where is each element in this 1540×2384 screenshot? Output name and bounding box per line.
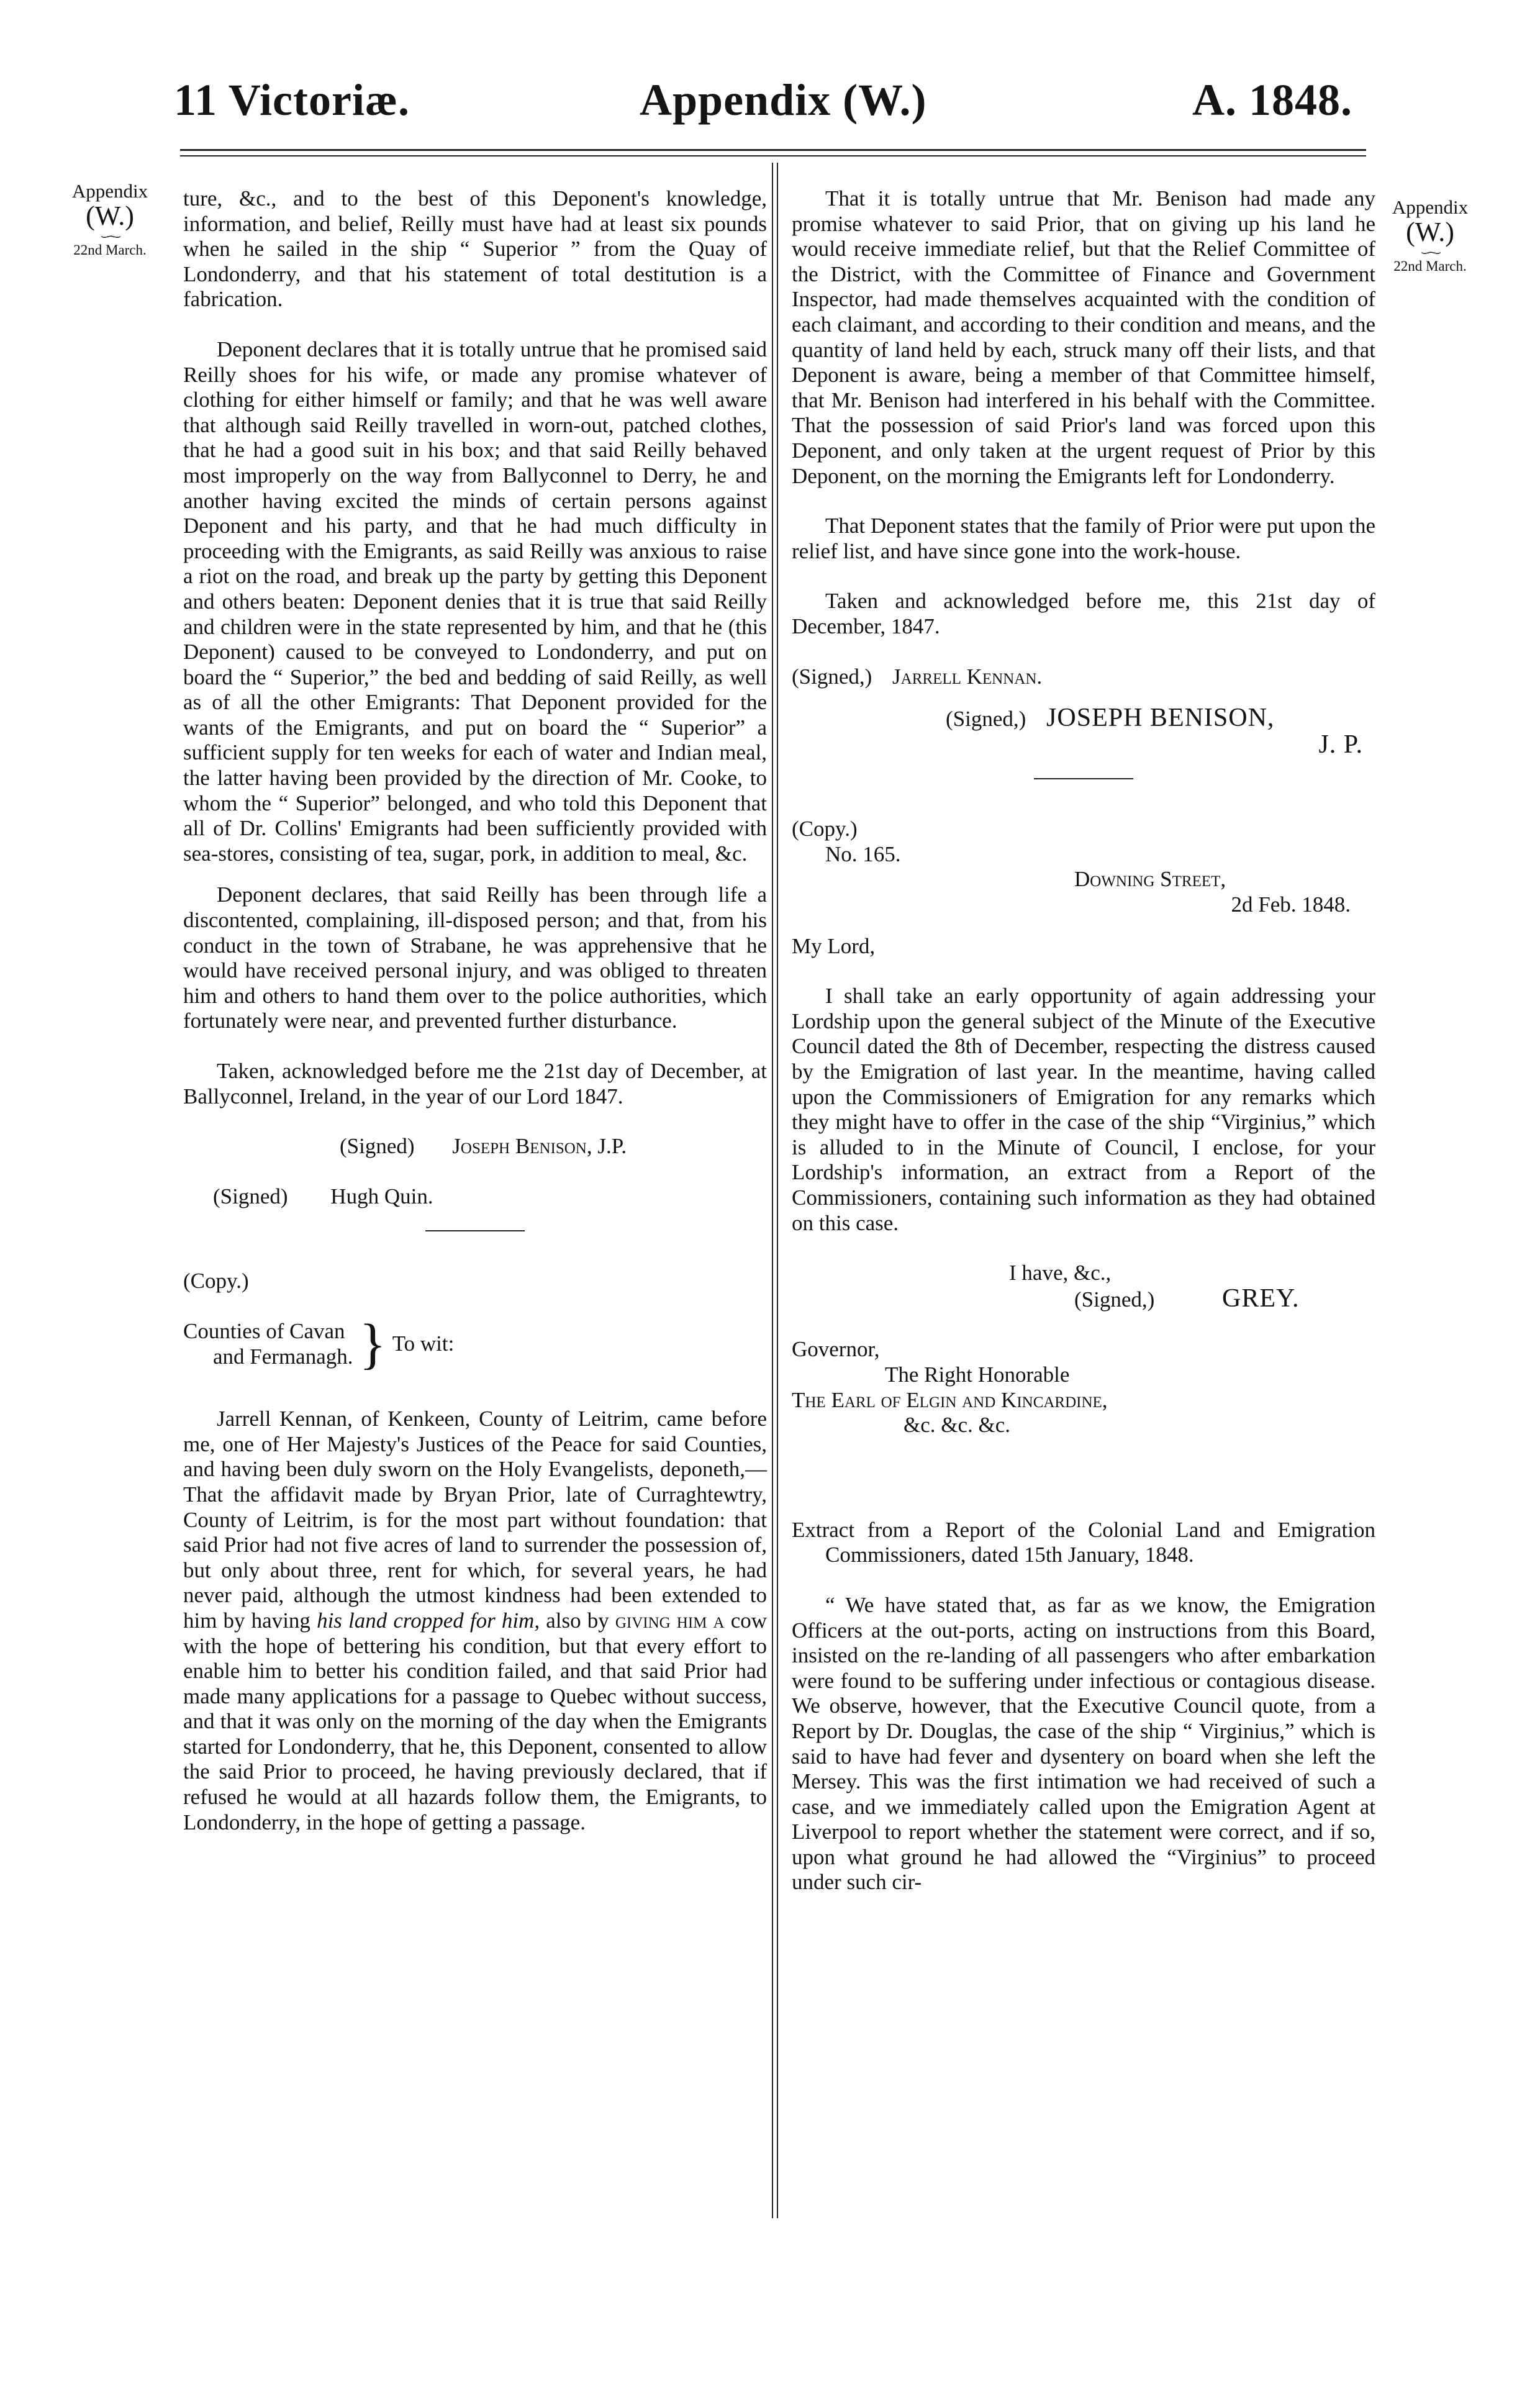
despatch-address: Downing Street, xyxy=(1074,867,1226,892)
text-run: also by xyxy=(546,1608,609,1633)
column-divider xyxy=(777,163,778,2218)
margin-note-left xyxy=(45,180,175,258)
despatch-date: 2d Feb. 1848. xyxy=(1231,892,1351,917)
italic-run: his land cropped for him, xyxy=(317,1608,540,1633)
signed-label: (Signed) xyxy=(213,1184,288,1208)
header-rule-bottom xyxy=(180,155,1366,156)
paragraph: Taken, acknowledged before me the 21st day of December, at Ballyconnel, Ireland, in the year of our Lord 1847. xyxy=(183,1059,767,1108)
copy-label: (Copy.) xyxy=(792,817,858,841)
paragraph-extract: “ We have stated that, as far as we know, the Emigration Officers at the out-ports, acting on instructions from this Board, insisted on the re-landing of all passengers who after embarkation were found to be suffering under infectious or contagious disease. We observe, however, that the Executive Council quote, from a Report by Dr. Douglas, the case of the ship “ Virginius,” which is said to have had fever and dysentery on board when she left the Mersey. This was the first intimation we had received of such a case, and we immediately called upon the Emigration Agent at Liverpool to report whether the statement were correct, and if so, upon what ground he had allowed the “Virginius” to proceed under such cir- xyxy=(792,1592,1375,1895)
page-header xyxy=(0,75,1540,143)
paragraph: That it is totally untrue that Mr. Benison had made any promise whatever to said Prior, that on giving up his land he would receive immediate relief, but that the Relief Committee of the District, with the Committee of Finance and Government Inspector, had made themselves acquainted with the condition of each claimant, and according to their condition and means, and the quantity of land held by each, struck many off their lists, and that Deponent is aware, being a member of that Committee himself, that Mr. Benison had interfered in his behalf with the Committee. That the possession of said Prior's land was forced upon this Deponent, and only taken at the urgent request of Prior by this Deponent, on the morning the Emigrants left for Londonderry. xyxy=(792,186,1375,488)
margin-note-right xyxy=(1365,196,1495,274)
copy-label: (Copy.) xyxy=(183,1269,249,1294)
section-rule xyxy=(425,1230,525,1231)
signer-name: Hugh Quin. xyxy=(330,1184,433,1208)
signer-name: Jarrell Kennan. xyxy=(892,664,1043,689)
paragraph-letter-body: I shall take an early opportunity of again addressing your Lordship upon the general subject of the Minute of the Executive Council dated the 8th of December, respecting the distress caused by the Emigration of last year. In the meantime, having called upon the Commissioners of Emigration for any remarks which they might have to offer in the case of the ship “Virginius,” which is alluded to in the Minute of Council, I enclose, for your Lordship's information, an extract from a Report of the Commissioners, containing such information as they had obtained on this case. xyxy=(792,984,1375,1235)
signature-benison xyxy=(183,1134,767,1159)
paragraph-kennan-affidavit xyxy=(183,1407,767,1835)
margin-appendix-letter: (W.) xyxy=(1406,217,1454,247)
margin-appendix-label: Appendix xyxy=(71,180,148,202)
section-rule xyxy=(1034,778,1133,779)
margin-brace: ⌣⌢⌣ xyxy=(1420,245,1440,259)
paragraph: Taken and acknowledged before me, this 21st day of December, 1847. xyxy=(792,589,1375,638)
signature-grey xyxy=(792,1286,1375,1313)
signature-benison xyxy=(792,705,1375,732)
header-year: A. 1848. xyxy=(1192,75,1352,125)
column-divider xyxy=(772,163,773,2218)
recipient-line: The Right Honorable xyxy=(885,1362,1070,1387)
signer-name: Joseph Benison, J.P. xyxy=(452,1134,627,1159)
right-column xyxy=(792,186,1375,1895)
header-rule-top xyxy=(180,149,1366,151)
text-run: Jarrell Kennan, of Kenkeen, County of Leitrim, came before me, one of Her Majesty's Justices of the Peace for said Counties, and having been duly sworn on the Holy Evangelists, deponeth,—That the affidavit made by Bryan Prior, late of Curraghtewtry, County of Leitrim, is for the most part without foundation: that said Prior had not five acres of land to surrender the possession of, but only about three, rent for which, for several years, he had never paid, although the utmost kindness had been extended to him by having xyxy=(183,1407,767,1633)
signature-quin xyxy=(183,1184,767,1210)
margin-date: 22nd March. xyxy=(73,242,147,258)
closing: I have, &c., xyxy=(1009,1261,1112,1285)
salutation: My Lord, xyxy=(792,933,876,958)
header-session: 11 Victoriæ. xyxy=(174,75,410,125)
counties-line: and Fermanagh. xyxy=(213,1344,353,1369)
brace-glyph: } xyxy=(359,1313,386,1375)
counties-heading xyxy=(183,1313,767,1375)
margin-appendix-label: Appendix xyxy=(1392,196,1469,218)
paragraph: Deponent declares that it is totally untrue that he promised said Reilly shoes for his wife, or made any promise whatever of clothing for either himself or family; and that he was well aware that although said Reilly travelled in worn-out, patched clothes, that he had a good suit in his box; and that said Reilly behaved most improperly on the way from Ballyconnel to Derry, he and another having excited the minds of certain persons against Deponent and his party, and that he had much difficulty in proceeding with the Emigrants, as said Reilly was anxious to raise a riot on the road, and break up the party by getting this Deponent and others beaten: Deponent denies that it is true that said Reilly and children were in the state represented by him, and that he (this Deponent) caused to be conveyed to Londonderry, and put on board the “ Superior,” the bed and bedding of said Reilly, as well as of all the other Emigrants: That Deponent provided for the wants of the Emigrants, and put on board the “ Superior” a sufficient supply for ten weeks for each of water and Indian meal, the latter having been provided by the direction of Mr. Cooke, to whom the “ Superior” belonged, and who told this Deponent that all of Dr. Collins' Emigrants had been sufficiently provided with sea-stores, consisting of tea, sugar, pork, in addition to meal, &c. xyxy=(183,337,767,866)
signer-name: GREY. xyxy=(1222,1284,1300,1313)
counties-line: Counties of Cavan xyxy=(183,1318,345,1343)
paragraph: That Deponent states that the family of Prior were put upon the relief list, and have since gone into the work-house. xyxy=(792,514,1375,563)
signature-kennan xyxy=(792,664,1375,690)
signer-title: J. P. xyxy=(1318,730,1363,759)
text-run: cow with the hope of bettering his condition, but that every effort to enable him to better his condition failed, and that said Prior had made many applications for a passage to Quebec without success, and that it was only on the morning of the day when the Emigrants started for Londonderry, that he, this Deponent, consented to allow the said Prior to proceed, he having previously declared, that if refused he would at all hazards follow them, the Emigrants, to Londonderry, in the hope of getting a passage. xyxy=(183,1608,768,1834)
extract-heading: Extract from a Report of the Colonial Land and Emigration Commissioners, dated 15th January, 1848. xyxy=(792,1517,1375,1567)
signed-label: (Signed,) xyxy=(1074,1287,1155,1312)
paragraph: ture, &c., and to the best of this Deponent's knowledge, information, and belief, Reilly must have had at least six pounds when he sailed in the ship “ Superior ” from the Quay of Londonderry, and that his statement of total destitution is a fabrication. xyxy=(183,186,767,312)
governor-label: Governor, xyxy=(792,1337,880,1362)
signer-name: JOSEPH BENISON, xyxy=(1046,704,1275,733)
to-wit: To wit: xyxy=(392,1331,455,1356)
small-caps-run: giving him a xyxy=(615,1608,725,1633)
signed-label: (Signed) xyxy=(340,1134,415,1159)
recipient-line: &c. &c. &c. xyxy=(904,1413,1011,1438)
paragraph: Deponent declares, that said Reilly has been through life a discontented, complaining, ill-disposed person; and that, from his conduct in the town of Strabane, he was apprehensive that he would have received personal injury, and was obliged to threaten him and others to hand them over to the police authorities, which fortunately were near, and prevented further disturbance. xyxy=(183,882,767,1033)
margin-date: 22nd March. xyxy=(1393,258,1467,274)
signed-label: (Signed,) xyxy=(792,664,872,689)
margin-brace: ⌣⌢⌣ xyxy=(100,229,120,243)
despatch-number: No. 165. xyxy=(825,841,901,866)
header-appendix: Appendix (W.) xyxy=(640,75,927,125)
signed-label: (Signed,) xyxy=(946,707,1026,732)
left-column xyxy=(183,186,767,1835)
margin-appendix-letter: (W.) xyxy=(86,201,134,231)
recipient-line: The Earl of Elgin and Kincardine, xyxy=(792,1387,1108,1412)
